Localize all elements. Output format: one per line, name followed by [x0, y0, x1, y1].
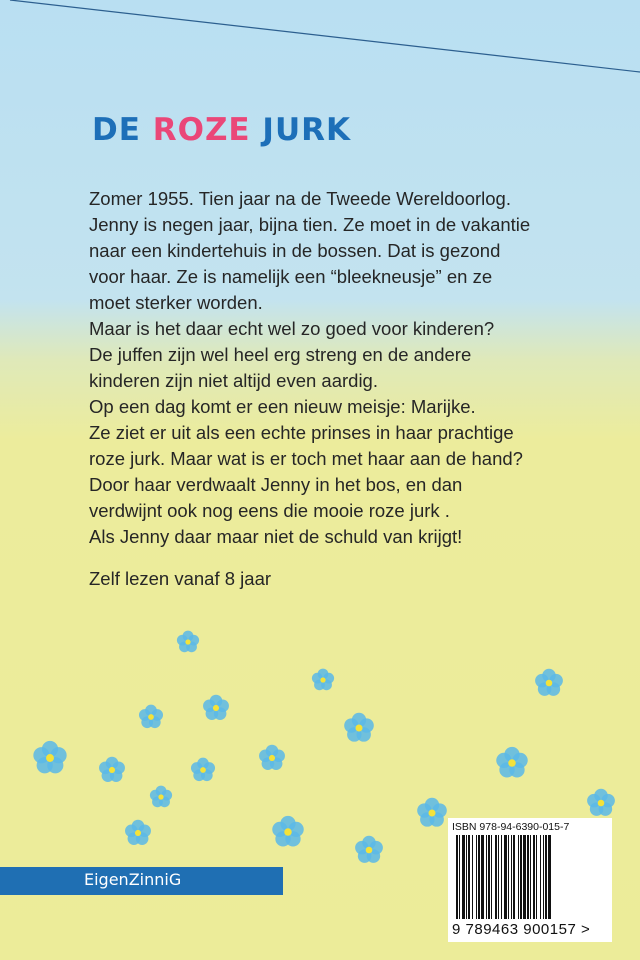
- forget-me-not-flower-icon: [139, 705, 163, 728]
- forget-me-not-flower-icon: [191, 758, 215, 781]
- blurb-line: voor haar. Ze is namelijk een “bleekneusje” en ze: [89, 266, 493, 287]
- blurb-line: moet sterker worden.: [89, 292, 263, 313]
- blurb-line: Ze ziet er uit als een echte prinses in haar prachtige: [89, 422, 514, 443]
- forget-me-not-flower-icon: [312, 669, 334, 691]
- forget-me-not-flower-icon: [150, 786, 172, 808]
- blurb-line: Maar is het daar echt wel zo goed voor kinderen?: [89, 318, 495, 339]
- forget-me-not-flower-icon: [587, 789, 615, 816]
- book-title: [92, 112, 351, 148]
- isbn-label: ISBN 978-94-6390-015-7: [452, 821, 570, 833]
- blurb-line: roze jurk. Maar wat is er toch met haar aan de hand?: [89, 448, 523, 469]
- blurb-line: verdwijnt ook nog eens die mooie roze jurk .: [89, 500, 450, 521]
- publisher-bar: [0, 867, 283, 895]
- title-word-jurk: JURK: [262, 112, 352, 148]
- barcode-box: [448, 818, 612, 942]
- forget-me-not-flower-icon: [272, 816, 303, 847]
- forget-me-not-flower-icon: [177, 631, 199, 653]
- blurb-line: De juffen zijn wel heel erg streng en de andere: [89, 344, 472, 365]
- blurb-line: Jenny is negen jaar, bijna tien. Ze moet in de vakantie: [89, 214, 531, 235]
- forget-me-not-flower-icon: [203, 695, 229, 720]
- barcode-number: 9 789463 900157 >: [452, 921, 591, 938]
- blurb-line: naar een kindertehuis in de bossen. Dat is gezond: [89, 240, 501, 261]
- blurb-line: Op een dag komt er een nieuw meisje: Marijke.: [89, 396, 476, 417]
- publisher-logo: EigenZinniG: [84, 870, 182, 889]
- decorative-curve: [0, 0, 640, 80]
- forget-me-not-flower-icon: [355, 836, 383, 863]
- forget-me-not-flower-icon: [535, 669, 563, 696]
- reading-age-note: Zelf lezen vanaf 8 jaar: [89, 568, 272, 589]
- title-word-roze: ROZE: [152, 112, 251, 148]
- forget-me-not-flower-icon: [417, 798, 447, 827]
- forget-me-not-flower-icon: [344, 713, 374, 742]
- blurb-line: Zomer 1955. Tien jaar na de Tweede Wereldoorlog.: [89, 188, 511, 209]
- forget-me-not-flower-icon: [259, 745, 285, 770]
- blurb-line: Als Jenny daar maar niet de schuld van krijgt!: [89, 526, 463, 547]
- barcode-icon: [456, 835, 604, 919]
- title-word-de: DE: [92, 112, 141, 148]
- book-blurb: [89, 186, 609, 550]
- forget-me-not-flower-icon: [99, 757, 125, 782]
- forget-me-not-flower-icon: [33, 741, 66, 773]
- blurb-line: kinderen zijn niet altijd even aardig.: [89, 370, 378, 391]
- blurb-line: Door haar verdwaalt Jenny in het bos, en dan: [89, 474, 463, 495]
- forget-me-not-flower-icon: [496, 747, 527, 778]
- forget-me-not-flower-icon: [125, 820, 151, 845]
